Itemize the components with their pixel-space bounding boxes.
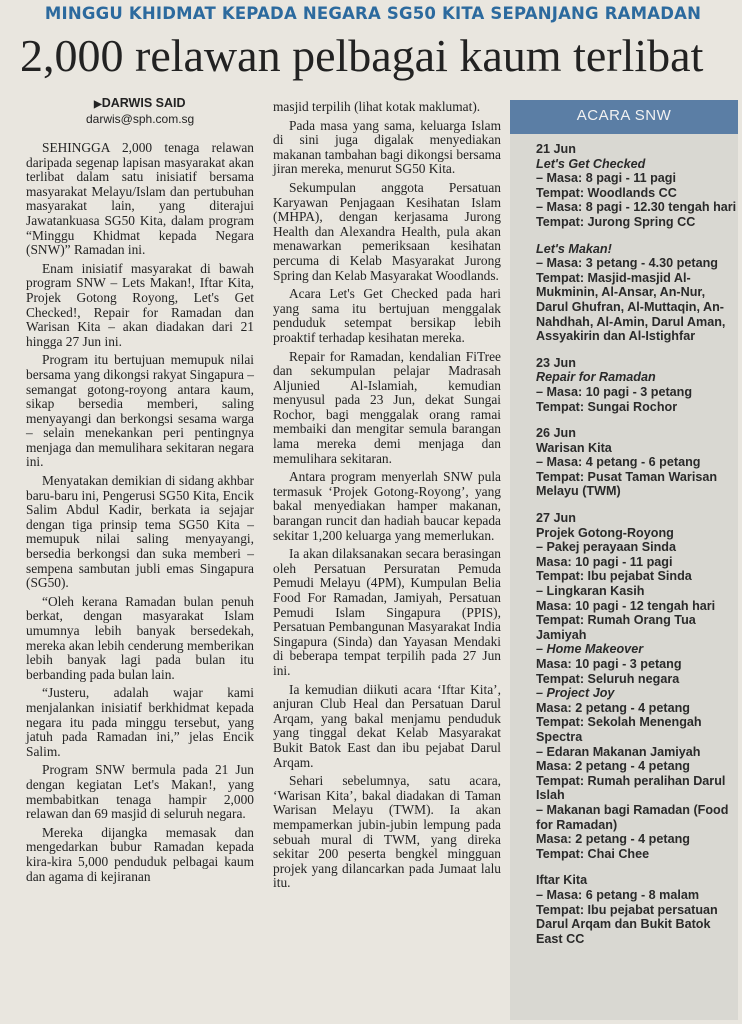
event-line: Repair for Ramadan	[536, 370, 656, 385]
author-name: DARWIS SAID	[101, 96, 186, 110]
kicker: MINGGU KHIDMAT KEPADA NEGARA SG50 KITA SEPANJANG RAMADAN	[44, 4, 702, 23]
paragraph: Sekumpulan anggota Persatuan Karyawan Penjagaan Kesihatan Islam (MHPA), dengan kerjasama Jurong Health dan Alexandra Health, pula akan menawarkan pemeriksaan kesihatan percuma di Kelab Masyarakat Jurong Spring dan Kelab Masyarakat Woodlands.	[273, 179, 501, 283]
event-line: Tempat: Rumah peralihan Darul Islah	[536, 773, 729, 803]
event-line: Tempat: Woodlands CC	[536, 185, 677, 200]
event-line: – Masa: 10 pagi - 3 petang	[536, 384, 693, 399]
paragraph: Menyatakan demikian di sidang akhbar baru-baru ini, Pengerusi SG50 Kita, Encik Salim Abdul Kadir, berkata ia sejajar dengan tiga prinsip tema SG50 Kita – memupuk nilai saling menyayangi, bersedia berkongsi dan suka memberi – sempena sambutan jubli emas Singapura (SG50).	[26, 473, 254, 591]
headline: 2,000 relawan pelbagai kaum terlibat	[20, 30, 704, 81]
event-line: Tempat: Jurong Spring CC	[536, 214, 696, 229]
paragraph: “Oleh kerana Ramadan bulan penuh berkat, dengan masyarakat Islam umumnya lebih banyak bersedekah, mereka akan lebih cenderung memberikan lebih banyak lagi pada bulan itu berbanding pada bulan lain.	[26, 593, 254, 682]
paragraph: Program itu bertujuan memupuk nilai bersama yang dikongsi rakyat Singapura – semangat gotong-royong antara kaum, sikap bersedia memberi, saling menyayangi dan berkongsi sesama warga – selain menekankan peri pentingnya menjaga dan memulihara sekitaran negara ini.	[26, 352, 254, 470]
event-block	[536, 356, 738, 414]
col2-body	[273, 100, 501, 891]
event-line: – Masa: 4 petang - 6 petang	[536, 455, 701, 470]
paragraph: masjid terpilih (lihat kotak maklumat).	[273, 99, 481, 114]
event-line: Masa: 2 petang - 4 petang	[536, 759, 690, 774]
event-line: 26 Jun	[536, 426, 576, 441]
event-line: Masa: 2 petang - 4 petang	[536, 832, 690, 847]
event-line: Let's Get Checked	[536, 156, 646, 171]
event-line: – Home Makeover	[536, 642, 644, 657]
event-line: Let's Makan!	[536, 241, 612, 256]
events-sidebar	[510, 100, 738, 1020]
paragraph: “Justeru, adalah wajar kami menjalankan inisiatif berkhidmat kepada negara itu pada minggu tersebut, yang jatuh pada Ramadan ini,” jelas Encik Salim.	[26, 685, 254, 759]
triangle-icon: ▶	[94, 99, 102, 110]
event-line: Projek Gotong-Royong	[536, 525, 674, 540]
event-line: Iftar Kita	[536, 873, 588, 888]
event-line: Warisan Kita	[536, 440, 612, 455]
paragraph: Enam inisiatif masyarakat di bawah program SNW – Lets Makan!, Iftar Kita, Projek Gotong Royong, Let's Get Checked!, Repair for Ramadan dan Warisan Kita – akan diadakan dari 21 hingga 27 Jun ini.	[26, 260, 254, 349]
event-line: Tempat: Seluruh negara	[536, 671, 680, 686]
event-line: – Masa: 6 petang - 8 malam	[536, 887, 700, 902]
paragraph: Repair for Ramadan, kendalian FiTree dan sekumpulan pelajar Madrasah Aljunied Al-Islamiah, kemudian menyusul pada 23 Jun, dekat Sungai Rochor, bagi menggalak orang ramai membaiki dan mengitar semula barangan lama mereka demi menjaga dan memulihara sekitaran.	[273, 348, 501, 466]
event-line: Tempat: Sungai Rochor	[536, 399, 678, 414]
event-line: Tempat: Chai Chee	[536, 846, 650, 861]
event-line: Tempat: Rumah Orang Tua Jamiyah	[536, 613, 700, 642]
sidebar-title: ACARA SNW	[510, 100, 738, 134]
event-line: Masa: 2 petang - 4 petang	[536, 700, 690, 715]
paragraph: Acara Let's Get Checked pada hari yang sama itu bertujuan menggalak penduduk setempat bersikap lebih proaktif terhadap kesihatan mereka.	[273, 286, 501, 345]
event-line: Tempat: Masjid-masjid Al-Mukminin, Al-Ansar, An-Nur, Darul Ghufran, Al-Muttaqin, An-Nahdhah, Al-Amin, Darul Aman, Assyakirin dan Al-Istighfar	[536, 270, 729, 344]
event-line: – Pakej perayaan Sinda	[536, 540, 677, 555]
byline-author	[94, 96, 254, 112]
events-list	[510, 134, 738, 946]
paragraph: Program SNW bermula pada 21 Jun dengan kegiatan Let's Makan!, yang membabitkan tenaga hampir 2,000 relawan dan 69 masjid di seluruh negara.	[26, 762, 254, 822]
paragraph: Ia kemudian diikuti acara ‘Iftar Kita’, anjuran Club Heal dan Persatuan Darul Arqam, yang bakal menjamu penduduk yang tinggal dekat Kelab Masyarakat Bukit Batok East dan ibu pejabat Darul Arqam.	[273, 681, 501, 770]
event-line: – Makanan bagi Ramadan (Food for Ramadan)	[536, 802, 732, 832]
paragraph: Mereka dijangka memasak dan mengedarkan bubur Ramadan kepada kira-kira 5,000 penduduk pelbagai kaum dan agama di kejiranan	[26, 824, 254, 884]
event-line: – Edaran Makanan Jamiyah	[536, 744, 701, 759]
event-line: Masa: 10 pagi - 11 pagi	[536, 554, 673, 569]
byline-email: darwis@sph.com.sg	[86, 112, 195, 126]
event-line: Tempat: Ibu pejabat Sinda	[536, 569, 692, 584]
event-line: – Lingkaran Kasih	[536, 584, 645, 599]
event-line: Tempat: Pusat Taman Warisan Melayu (TWM)	[536, 469, 721, 499]
paragraph: Ia akan dilaksanakan secara berasingan oleh Persatuan Persuratan Pemuda Pemudi Melayu (4PM), Kumpulan Belia Food For Ramadan, Jamiyah, Persatuan Pemudi Islam Singapura (PPIS), Persatuan Pembangunan Masyarakat India Singapura (Sinda) dan Yayasan Mendaki di beberapa tempat terpilih pada 27 Jun ini.	[273, 546, 501, 678]
col1-body	[26, 141, 254, 884]
event-block	[536, 426, 738, 499]
paragraph: Antara program menyerlah SNW pula termasuk ‘Projek Gotong-Royong’, yang bakal menyediakan hamper makanan, barangan runcit dan hadiah baucar kepada sekitar 1,200 keluarga yang memerlukan.	[273, 469, 501, 543]
event-line: Masa: 10 pagi - 12 tengah hari	[536, 598, 716, 613]
event-line: – Project Joy	[536, 686, 615, 701]
event-line: 23 Jun	[536, 355, 576, 370]
event-line: – Masa: 3 petang - 4.30 petang	[536, 256, 718, 271]
event-block	[536, 242, 738, 344]
article-column-1	[26, 96, 254, 888]
event-line: Tempat: Ibu pejabat persatuan Darul Arqam dan Bukit Batok East CC	[536, 902, 722, 946]
event-block	[536, 511, 738, 861]
event-block	[536, 142, 738, 230]
event-line: 21 Jun	[536, 142, 576, 156]
event-line: – Masa: 8 pagi - 12.30 tengah hari	[536, 200, 737, 215]
event-line: – Masa: 8 pagi - 11 pagi	[536, 171, 676, 186]
paragraph: Pada masa yang sama, keluarga Islam di sini juga digalak menyediakan makanan tambahan bagi dikongsi bersama jiran mereka, menurut SG50 Kita.	[273, 117, 501, 177]
event-block	[536, 873, 738, 946]
event-line: Tempat: Sekolah Menengah Spectra	[536, 715, 706, 744]
paragraph: SEHINGGA 2,000 tenaga relawan daripada segenap lapisan masyarakat akan terlibat dalam satu inisiatif bersama masyarakat Melayu/Islam dan pertubuhan masyarakat lain, yang diterajui Jawatankuasa SG50 Kita, dalam program “Minggu Khidmat kepada Negara (SNW)” Ramadan ini.	[26, 140, 254, 258]
paragraph: Sehari sebelumnya, satu acara, ‘Warisan Kita’, bakal diadakan di Taman Warisan Melayu (TWM). Ia akan mempamerkan jubin-jubin lempung pada sebuah mural di TWM, yang direka sekitar 200 peserta bengkel mingguan projek yang dilancarkan pada Jumaat lalu itu.	[273, 773, 501, 891]
article-column-2	[273, 100, 501, 895]
event-line: 27 Jun	[536, 511, 576, 526]
event-line: Masa: 10 pagi - 3 petang	[536, 657, 682, 671]
